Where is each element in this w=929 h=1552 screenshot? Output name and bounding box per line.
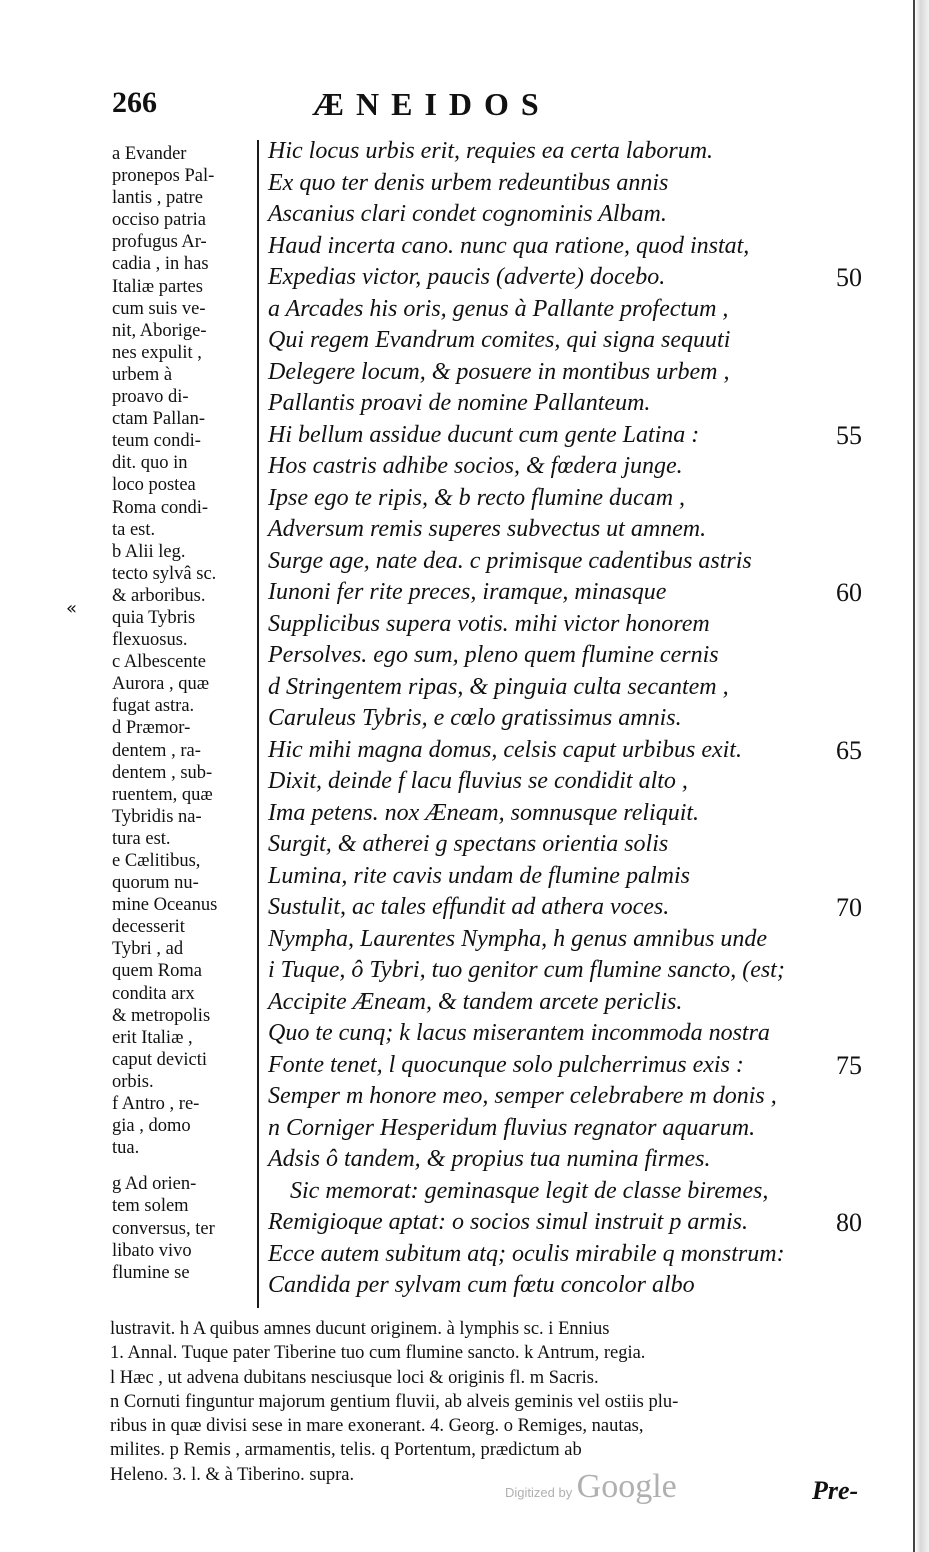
verse-line	[268, 924, 888, 956]
verse-text: Persolves. ego sum, pleno quem flumine cernis	[268, 642, 719, 668]
footnotes	[110, 1317, 885, 1487]
margin-note-line: decesserit	[112, 917, 185, 938]
margin-note-line: caput devicti	[112, 1049, 208, 1070]
verse-line	[268, 1018, 888, 1050]
margin-note-line: Tybridis na-	[112, 806, 202, 827]
verse-line-number: 80	[836, 1208, 862, 1237]
verse-text: Ecce autem subitum atq; oculis mirabile q monstrum:	[268, 1240, 785, 1267]
verse-line	[268, 640, 888, 672]
margin-note-line: dentem , sub-	[112, 762, 213, 783]
margin-note-line: ta est.	[112, 519, 156, 540]
margin-note-line: conversus, ter	[112, 1218, 215, 1239]
footnote-line: 1. Annal. Tuque pater Tiberine tuo cum flumine sancto. k Antrum, regia.	[110, 1343, 646, 1364]
verse-text: Accipite Æneam, & tandem arcete periclis.	[268, 988, 683, 1015]
verse-text: Surgit, & atherei g spectans orientia solis	[268, 831, 669, 857]
watermark-brand: Google	[576, 1468, 677, 1505]
verse-text: Hic mihi magna domus, celsis caput urbibus exit.	[268, 736, 742, 763]
verse-text: Nympha, Laurentes Nympha, h genus amnibus unde	[268, 925, 768, 952]
page-number: 266	[112, 86, 157, 119]
footnote-line: ribus in quæ divisi sese in mare exonerant. 4. Georg. o Remiges, nautas,	[110, 1416, 644, 1437]
verse-text: Ascanius clari condet cognominis Albam.	[268, 201, 667, 227]
margin-note-line: erit Italiæ ,	[112, 1027, 193, 1048]
verse-text: n Corniger Hesperidum fluvius regnator aquarum.	[268, 1114, 756, 1141]
margin-note-line: dentem , ra-	[112, 740, 201, 761]
margin-note-line: nes expulit ,	[112, 342, 202, 363]
verse-text: Qui regem Evandrum comites, qui signa sequuti	[268, 327, 731, 353]
margin-note-line: nit, Aborige-	[112, 320, 207, 341]
footnote-line: lustravit. h A quibus amnes ducunt originem. à lymphis sc. i Ennius	[110, 1319, 610, 1339]
margin-note-line: cadia , in has	[112, 254, 209, 275]
verse-text: Ima petens. nox Æneam, somnusque reliquit.	[268, 799, 700, 826]
verse-line	[268, 136, 888, 168]
verse-line	[268, 1239, 888, 1271]
margin-note-line: condita arx	[112, 983, 195, 1004]
verse-text: Caruleus Tybris, e cœlo gratissimus amnis.	[268, 705, 682, 731]
verse-line-number: 70	[836, 893, 862, 922]
verse-line-number: 55	[836, 420, 862, 450]
margin-note-line: quia Tybris	[112, 607, 196, 628]
verse-text: Sic memorat: geminasque legit de classe biremes,	[290, 1177, 769, 1204]
margin-note-line: f Antro , re-	[112, 1094, 200, 1115]
verse-line	[268, 1113, 888, 1145]
verse-text: d Stringentem ripas, & pinguia culta secantem ,	[268, 673, 729, 700]
verse-text: a Arcades his oris, genus à Pallante profectum ,	[268, 295, 729, 322]
margin-note-line: Italiæ partes	[112, 276, 203, 297]
verse-text: Adsis ô tandem, & propius tua numina firmes.	[268, 1146, 711, 1172]
verse-line	[268, 1270, 888, 1302]
watermark-prefix: Digitized by	[505, 1485, 573, 1500]
margin-note-line: & metropolis	[112, 1005, 211, 1026]
verse-line	[268, 609, 888, 641]
verse-text: Ex quo ter denis urbem redeuntibus annis	[268, 169, 669, 196]
verse-line	[268, 1144, 888, 1176]
verse-line	[268, 357, 888, 389]
margin-notes	[112, 143, 254, 1284]
margin-note-line: ruentem, quæ	[112, 784, 213, 805]
margin-note-line: Roma condi-	[112, 497, 209, 518]
verse-text: Delegere locum, & posuere in montibus urbem ,	[268, 358, 730, 385]
margin-note-gap	[112, 1159, 254, 1173]
verse-text: Remigioque aptat: o socios simul instruit p armis.	[268, 1209, 748, 1235]
verse-text: Hi bellum assidue ducunt cum gente Latina :	[268, 421, 700, 448]
margin-note-line: flumine se	[112, 1262, 190, 1283]
footnote-line: n Cornuti finguntur majorum gentium fluvii, ab alveis geminis vel ostiis plu-	[110, 1391, 679, 1412]
verse-line-number: 50	[836, 263, 862, 292]
verse-text: Fonte tenet, l quocunque solo pulcherrimus exis :	[268, 1051, 744, 1078]
margin-note-line: b Alii leg.	[112, 541, 186, 562]
verse-line	[268, 703, 888, 735]
margin-note-line: & arboribus.	[112, 585, 206, 606]
verse-text: Dixit, deinde f lacu fluvius se condidit alto ,	[268, 768, 688, 794]
verse-line	[268, 483, 888, 515]
page-header	[112, 86, 672, 126]
verse-text: Semper m honore meo, semper celebrabere m donis ,	[268, 1083, 777, 1109]
verse-text: Pallantis proavi de nomine Pallanteum.	[268, 390, 651, 416]
verse-line	[268, 388, 888, 420]
margin-note-line: gia , domo	[112, 1116, 191, 1137]
margin-note-line: c Albescente	[112, 652, 206, 673]
verse-line	[268, 1081, 888, 1113]
verse-line-number: 65	[836, 735, 862, 765]
margin-note-line: flexuosus.	[112, 630, 188, 651]
verse-line	[268, 1050, 888, 1082]
digitized-watermark	[505, 1468, 677, 1506]
margin-note-line: dit. quo in	[112, 453, 188, 474]
footnote-line: Heleno. 3. l. & à Tiberino. supra.	[110, 1464, 355, 1485]
margin-note-line: d Præmor-	[112, 718, 191, 739]
verse-line	[268, 672, 888, 704]
verse-line	[268, 861, 888, 893]
margin-note-line: a Evander	[112, 144, 187, 164]
verse-line	[268, 168, 888, 200]
margin-note-line: urbem à	[112, 364, 173, 385]
verse-text: Surge age, nate dea. c primisque cadentibus astris	[268, 547, 752, 574]
verse-text: Quo te cunq; k lacus miserantem incommoda nostra	[268, 1020, 770, 1046]
verse-text: Sustulit, ac tales effundit ad athera voces.	[268, 894, 670, 920]
margin-note-line: pronepos Pal-	[112, 166, 215, 187]
page-binding-edge	[913, 0, 929, 1552]
verse-text: Adversum remis superes subvectus ut amnem.	[268, 516, 707, 542]
verse-text: Expedias victor, paucis (adverte) docebo.	[268, 264, 666, 290]
margin-note-line: proavo di-	[112, 387, 189, 408]
verse-line	[268, 955, 888, 987]
margin-note-line: libato vivo	[112, 1240, 192, 1261]
verse-text: Lumina, rite cavis undam de flumine palmis	[268, 862, 690, 889]
verse-line	[268, 514, 888, 546]
margin-note-line: occiso patria	[112, 210, 206, 231]
margin-note-line: tura est.	[112, 828, 171, 849]
margin-note-line: Aurora , quæ	[112, 674, 210, 695]
margin-note-line: lantis , patre	[112, 188, 203, 209]
verse-line	[268, 735, 888, 767]
margin-mark: «	[66, 598, 78, 619]
verse-text: Hos castris adhibe socios, & fœdera junge.	[268, 453, 683, 479]
verse-line	[268, 231, 888, 263]
verse-line-number: 60	[836, 578, 862, 607]
verse-line	[268, 546, 888, 578]
margin-note-line: loco postea	[112, 475, 196, 496]
verse-text: Ipse ego te ripis, & b recto flumine ducam ,	[268, 484, 686, 511]
margin-note-line: mine Oceanus	[112, 895, 218, 916]
catchword: Pre-	[812, 1476, 859, 1505]
margin-note-line: quorum nu-	[112, 873, 199, 894]
margin-note-line: cum suis ve-	[112, 298, 206, 319]
margin-note-line: quem Roma	[112, 961, 202, 982]
verse-line	[268, 798, 888, 830]
verse-line	[268, 892, 888, 924]
running-head: ÆNEIDOS	[312, 86, 551, 122]
verse-line	[268, 1207, 888, 1239]
margin-note-line: profugus Ar-	[112, 232, 207, 253]
column-divider	[257, 140, 259, 1308]
margin-note-line: g Ad orien-	[112, 1174, 197, 1195]
margin-note-line: tua.	[112, 1138, 140, 1159]
verse-line	[268, 199, 888, 231]
verse-line	[268, 262, 888, 294]
verse-text: i Tuque, ô Tybri, tuo genitor cum flumine sancto, (est;	[268, 957, 785, 983]
verse-line	[268, 1176, 888, 1208]
margin-note-line: teum condi-	[112, 431, 201, 452]
verse-line	[268, 577, 888, 609]
margin-note-line: tecto sylvâ sc.	[112, 563, 217, 584]
verse-text: Haud incerta cano. nunc qua ratione, quod instat,	[268, 232, 750, 259]
verse-line	[268, 766, 888, 798]
verse-text: Supplicibus supera votis. mihi victor honorem	[268, 610, 710, 637]
verse-text: Iunoni fer rite preces, iramque, minasque	[268, 579, 667, 605]
verse-text: Candida per sylvam cum fœtu concolor albo	[268, 1272, 695, 1298]
margin-note-line: Tybri , ad	[112, 939, 184, 960]
margin-note-line: orbis.	[112, 1071, 154, 1092]
margin-note-line: e Cælitibus,	[112, 851, 201, 871]
verse-line	[268, 294, 888, 326]
verse-line	[268, 829, 888, 861]
verse-line-number: 75	[836, 1050, 862, 1080]
verse-line	[268, 325, 888, 357]
margin-note-line: fugat astra.	[112, 696, 195, 717]
verse-line	[268, 451, 888, 483]
footnote-line: milites. p Remis , armamentis, telis. q Portentum, prædictum ab	[110, 1440, 582, 1461]
margin-note-line: ctam Pallan-	[112, 409, 205, 430]
verse-block	[268, 136, 888, 1302]
footnote-line: l Hæc , ut advena dubitans nesciusque loci & originis fl. m Sacris.	[110, 1367, 599, 1388]
verse-text: Hic locus urbis erit, requies ea certa laborum.	[268, 138, 714, 164]
verse-line	[268, 987, 888, 1019]
margin-note-line: tem solem	[112, 1196, 189, 1217]
verse-line	[268, 420, 888, 452]
